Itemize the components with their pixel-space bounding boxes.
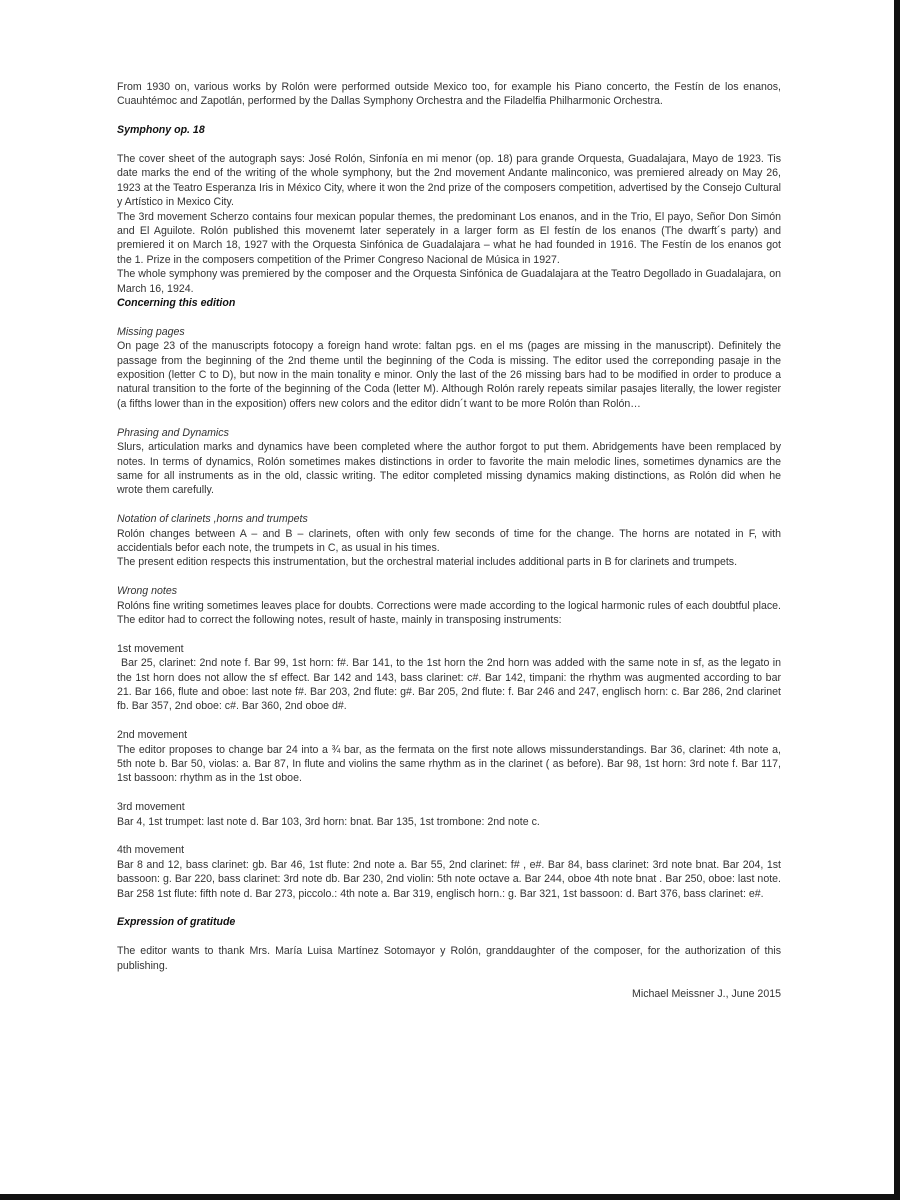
author-signature: Michael Meissner J., June 2015 (632, 988, 781, 1001)
notation-text-2: The present edition respects this instrumentation, but the orchestral material includes additional parts in B for clarinets and trumpets. (117, 556, 738, 569)
document-page (117, 80, 781, 1002)
wrong-notes-text: Rolóns fine writing sometimes leaves place for doubts. Corrections were made according to the logical harmonic rules of each doubtful place. The editor had to correct the following notes, result of haste, mainly in transposing instruments: (117, 599, 781, 626)
movement-3-title: 3rd movement (117, 801, 185, 814)
wrong-notes-title: Wrong notes (117, 585, 178, 598)
notation-title: Notation of clarinets ,horns and trumpets (117, 513, 308, 526)
intro-paragraph: From 1930 on, various works by Rolón were performed outside Mexico too, for example his Piano concerto, the Festín de los enanos, Cuauhtémoc and Zapotlán, performed by the Dallas Symphony Orchestra and the Filadelfia Philharmonic Orchestra. (117, 81, 781, 108)
movement-1-title: 1st movement (117, 642, 184, 655)
symphony-paragraph-3: The whole symphony was premiered by the composer and the Orquesta Sinfónica de Guadalajara at the Teatro Degollado in Guadalajara, on March 16, 1924. (117, 268, 781, 295)
page-border-right (894, 0, 900, 1200)
symphony-paragraph-1: The cover sheet of the autograph says: José Rolón, Sinfonía en mi menor (op. 18) para grande Orquesta, Guadalajara, Mayo de 1923. Tis date marks the end of the writing of the whole symphony, but the 2nd movement Andante malinconico, was premiered already on May 26, 1923 at the Teatro Esperanza Iris in México City, where it won the 2nd prize of the composers competition, advertised by the Consejo Cultural y Artístico in Mexico City. (117, 153, 781, 209)
gratitude-heading: Expression of gratitude (117, 916, 236, 929)
movement-2-text: The editor proposes to change bar 24 into a ¾ bar, as the fermata on the first note allows missunderstandings. Bar 36, clarinet: 4th note a, 5th note b. Bar 50, violas: a. Bar 87, In flute and violins the same rhythm as in the clarinet ( as before). Bar 98, 1st horn: 3rd note f. Bar 117, 1st bassoon: rhythm as in the 1st oboe. (117, 743, 781, 785)
phrasing-text: Slurs, articulation marks and dynamics have been completed where the author forgot to put them. Abridgements have been remplaced by notes. In terms of dynamics, Rolón sometimes makes distinctions in order to favorite the main melodic lines, sometimes dynamics are the same for all instruments as in the old, classic writing. The editor completed missing dynamics making distinctions, as Rolón did when he wrote them carefully. (117, 441, 781, 497)
movement-1-text: Bar 25, clarinet: 2nd note f. Bar 99, 1st horn: f#. Bar 141, to the 1st horn the 2nd horn was added with the same note in sf, as the legato in the 1st horn does not allow the sf effect. Bar 142 and 143, bass clarinet: c#. Bar 142, timpani: the rhythm was augmented according to bar 21. Bar 166, flute and oboe: last note f#. Bar 203, 2nd flute: g#. Bar 205, 2nd flute: f. Bar 246 and 247, englisch horn: c. Bar 286, 2nd clarinet fb. Bar 357, 2nd oboe: c#. Bar 360, 2nd oboe d#. (117, 657, 781, 713)
movement-4-title: 4th movement (117, 844, 185, 857)
missing-pages-title: Missing pages (117, 325, 185, 338)
movement-3-text: Bar 4, 1st trumpet: last note d. Bar 103, 3rd horn: bnat. Bar 135, 1st trombone: 2nd note c. (117, 815, 540, 828)
missing-pages-text: On page 23 of the manuscripts fotocopy a foreign hand wrote: faltan pgs. en el ms (pages are missing in the manuscript). Definitely the passage from the beginning of the 2nd theme until the beginning of the Coda is missing. The editor used the correponding pasaje in the exposition (letter C to D), but now in the main tonality e minor. Only the last of the 26 missing bars had to be modified in order to produce a natural transition to the forte of the beginning of the Coda (letter M). Although Rolón rarely repeats similar pasajes literally, the lower register (a fifths lower than in the exposition) offers new colors and the editor didn´t want to be more Rolón than Rolón… (117, 340, 781, 410)
movement-2-title: 2nd movement (117, 729, 188, 742)
page-border-bottom (0, 1194, 900, 1200)
symphony-paragraph-2: The 3rd movement Scherzo contains four mexican popular themes, the predominant Los enanos, and in the Trio, El payo, Señor Don Simón and El Aguilote. Rolón published this movenemt later seperately in a larger form as El festín de los enanos (The dwarft´s party) and premiered it on March 18, 1927 with the Orquesta Sinfónica de Guadalajara – what he had founded in 1916. The Festín de los enanos got the 1. Prize in the composers competition of the Primer Congreso Nacional de Música in 1927. (117, 210, 781, 266)
edition-heading: Concerning this edition (117, 297, 236, 310)
notation-text-1: Rolón changes between A – and B – clarinets, often with only few seconds of time for the change. The horns are notated in F, with accidentials befor each note, the trumpets in C, as usual in his times. (117, 527, 781, 554)
symphony-heading: Symphony op. 18 (117, 124, 205, 137)
phrasing-title: Phrasing and Dynamics (117, 426, 229, 439)
gratitude-text: The editor wants to thank Mrs. María Luisa Martínez Sotomayor y Rolón, granddaughter of the composer, for the authorization of this publishing. (117, 945, 781, 972)
movement-4-text: Bar 8 and 12, bass clarinet: gb. Bar 46, 1st flute: 2nd note a. Bar 55, 2nd clarinet: f# , e#. Bar 84, bass clarinet: 3rd note bnat. Bar 204, 1st bassoon: g. Bar 220, bass clarinet: 3rd note db. Bar 230, 2nd violin: 5th note octave a. Bar 244, oboe 4th note bnat . Bar 250, oboe: last note. Bar 258 1st flute: fifth note d. Bar 273, piccolo.: 4th note a. Bar 319, englisch horn.: g. Bar 321, 1st bassoon: d. Bart 376, bass clarinet: e#. (117, 858, 781, 900)
